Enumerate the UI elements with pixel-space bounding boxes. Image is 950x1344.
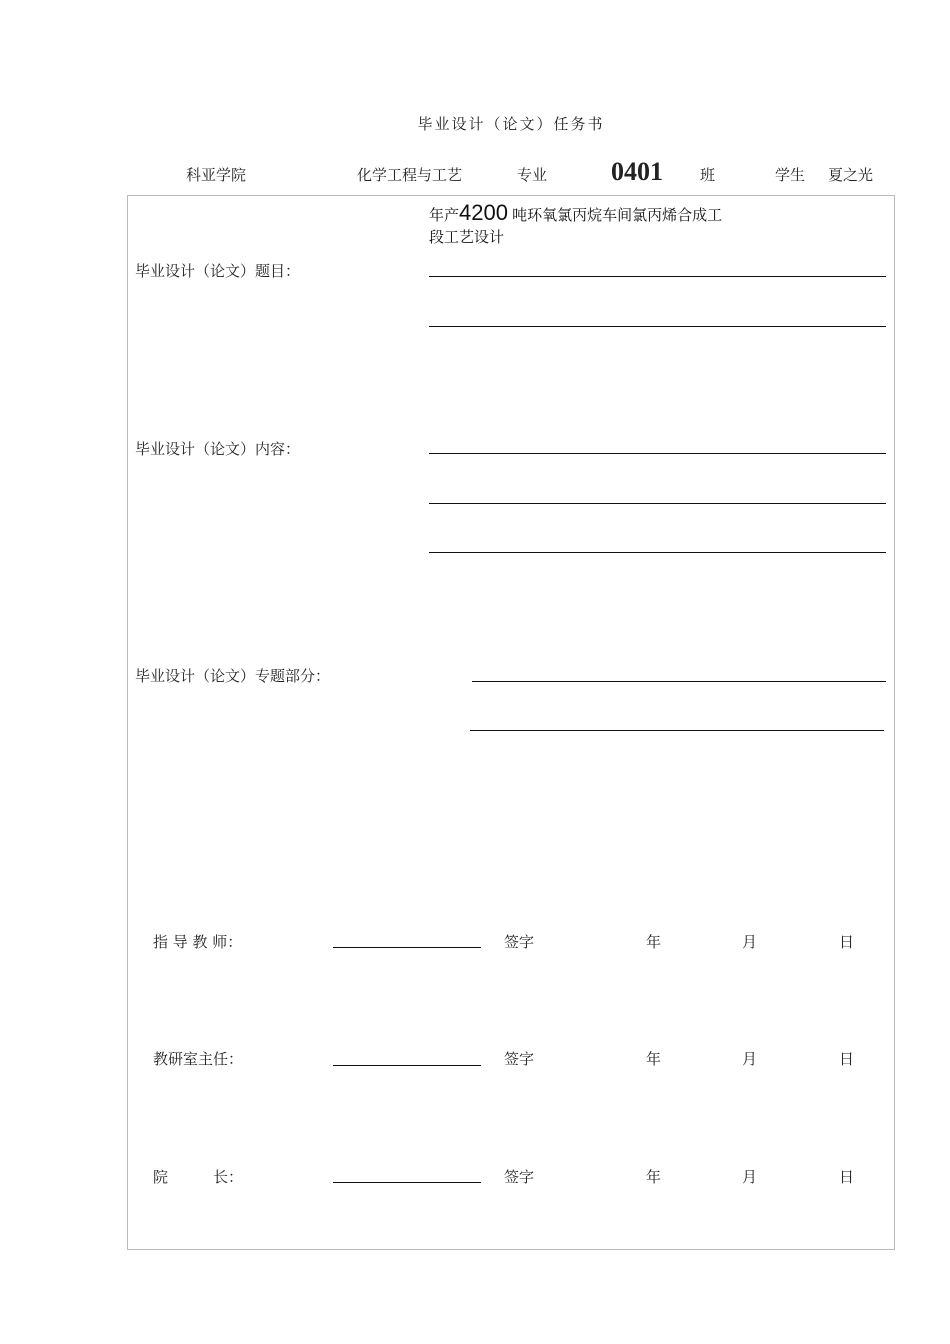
topic-label: 毕业设计（论文）题目： (135, 262, 301, 280)
topic-line-1 (429, 202, 722, 227)
special-underline-1 (472, 681, 886, 682)
topic-line1-rest: 吨环氧氯丙烷车间氯丙烯合成工 (512, 207, 723, 224)
dept-head-sign-line (333, 1065, 481, 1066)
special-label: 毕业设计（论文）专题部分： (135, 667, 331, 685)
advisor-year-label: 年 (646, 933, 662, 951)
student-name: 夏之光 (828, 166, 874, 184)
dean-sign-line (333, 1182, 481, 1183)
document-title: 毕业设计（论文）任务书 (417, 115, 605, 133)
advisor-sign-label: 签字 (504, 933, 535, 951)
dept-head-month-label: 月 (742, 1050, 758, 1068)
dept-head-sign-label: 签字 (504, 1050, 535, 1068)
content-underline-2 (429, 503, 886, 504)
advisor-day-label: 日 (839, 933, 855, 951)
advisor-label: 指 导 教 师： (153, 933, 243, 951)
topic-text (429, 202, 722, 249)
dept-head-year-label: 年 (646, 1050, 662, 1068)
dept-head-label: 教研室主任： (153, 1050, 244, 1068)
dean-day-label: 日 (839, 1168, 855, 1186)
topic-prefix: 年产 (429, 207, 460, 224)
major-label: 专业 (517, 166, 548, 184)
content-label: 毕业设计（论文）内容： (135, 440, 301, 458)
content-underline-1 (429, 453, 886, 454)
dept-head-day-label: 日 (839, 1050, 855, 1068)
major-name: 化学工程与工艺 (357, 166, 463, 184)
college-name: 科亚学院 (186, 166, 247, 184)
topic-underline-1 (429, 276, 886, 277)
topic-underline-2 (429, 326, 886, 327)
student-label: 学生 (775, 166, 806, 184)
class-number: 0401 (611, 157, 663, 186)
advisor-month-label: 月 (742, 933, 758, 951)
class-label: 班 (700, 166, 716, 184)
dean-year-label: 年 (646, 1168, 662, 1186)
dean-label: 院 长： (153, 1168, 244, 1186)
content-underline-3 (429, 552, 886, 553)
topic-number: 4200 (459, 200, 508, 225)
advisor-sign-line (333, 947, 481, 948)
topic-line-2: 段工艺设计 (429, 229, 505, 246)
dean-month-label: 月 (742, 1168, 758, 1186)
special-underline-2 (470, 730, 884, 731)
dean-sign-label: 签字 (504, 1168, 535, 1186)
form-box (127, 195, 895, 1250)
